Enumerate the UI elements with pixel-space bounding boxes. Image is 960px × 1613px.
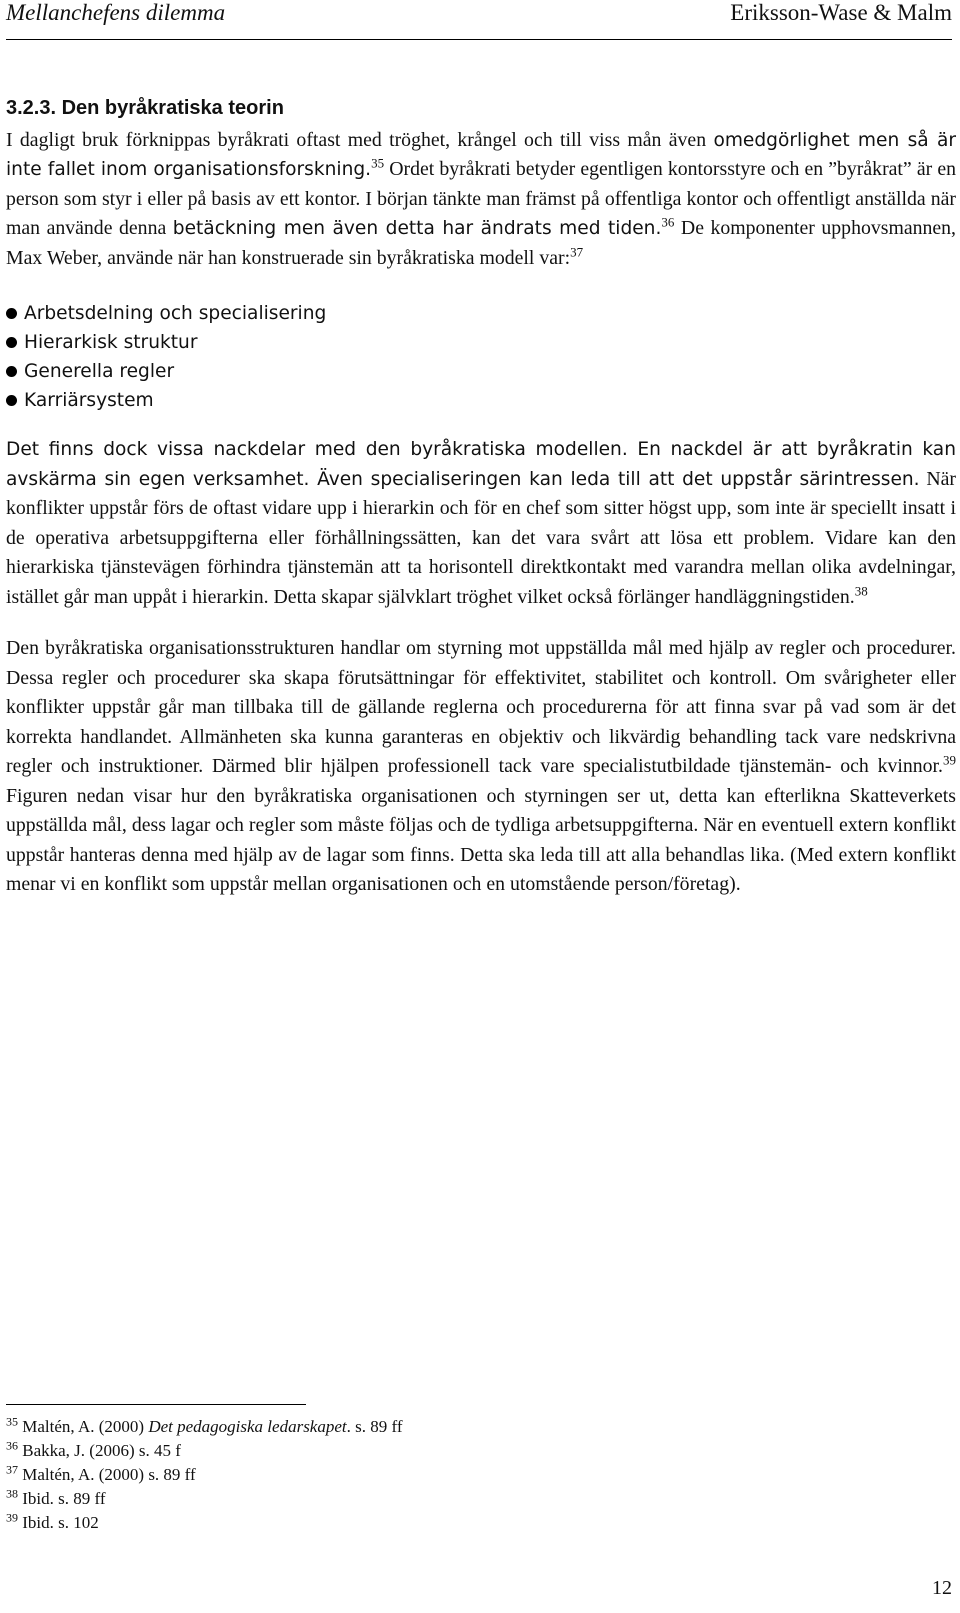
list-item-label: Karriärsystem xyxy=(24,390,154,411)
intro-text-2: Ordet byråkrati betyder egentligen kontorsstyre och en ”byråkrat” är en person som styr i eller på basis av ett kontor. I början tänkte man främst på offentliga kontor och offentligt anställda när man använde denna xyxy=(6,158,956,239)
weber-components-list xyxy=(6,299,956,415)
drawbacks-paragraph xyxy=(6,435,956,612)
list-item xyxy=(6,386,956,415)
bullet-icon xyxy=(6,337,17,348)
intro-text-2-sans: betäckning men även detta har ändrats med tiden. xyxy=(172,218,662,239)
bullet-icon xyxy=(6,366,17,377)
page-number: 12 xyxy=(932,1577,952,1599)
footnote-number: 37 xyxy=(6,1462,18,1477)
bullet-icon xyxy=(6,308,17,319)
footnote-item xyxy=(6,1487,403,1511)
footnote-ref-38[interactable]: 38 xyxy=(854,582,868,598)
footnote-number: 35 xyxy=(6,1414,18,1429)
list-item-label: Generella regler xyxy=(24,361,175,382)
footnote-item xyxy=(6,1463,403,1487)
footnote-item xyxy=(6,1439,403,1463)
list-item xyxy=(6,299,956,328)
structure-paragraph xyxy=(6,634,956,900)
footnote-number: 39 xyxy=(6,1510,18,1525)
bullet-icon xyxy=(6,395,17,406)
footnote-number: 38 xyxy=(6,1486,18,1501)
footnote-ref-39[interactable]: 39 xyxy=(943,752,956,768)
header-divider xyxy=(6,39,952,40)
list-item xyxy=(6,328,956,357)
footnote-ref-36[interactable]: 36 xyxy=(661,214,675,230)
footnote-ref-37[interactable]: 37 xyxy=(570,243,584,259)
intro-text-3: De komponenter upphovsmannen, Max Weber, använde när han konstruerade sin byråkratiska modell var: xyxy=(6,217,957,269)
footnote-text: Maltén, A. (2000) s. 89 ff xyxy=(18,1465,196,1484)
running-header-title: Mellanchefens dilemma xyxy=(6,0,226,25)
intro-text-1-sans: omedgörlighet men så är inte fallet inom organisationsforskning. xyxy=(6,129,956,180)
footnote-ref-35[interactable]: 35 xyxy=(371,155,385,171)
footnote-text: Bakka, J. (2006) s. 45 f xyxy=(18,1441,181,1460)
structure-text-1: Den byråkratiska organisationsstrukturen handlar om styrning mot uppställda mål med hjälp av regler och procedurer. Dessa regler och procedurer ska skapa förutsättningar för effektivitet, stabilitet och kontroll. Om svårigheter eller konflikter uppstår går man tillbaka till de gällande reglerna och procedurerna för att finna svar på vad som är det korrekta handlandet. Allmänheten ska kunna garanteras en objektiv och likvärdig behandling tack vare nedskrivna regler och instruktioner. Därmed blir hjälpen professionell tack vare specialistutbildade tjänstemän- och kvinnor. xyxy=(6,637,956,777)
footnote-item xyxy=(6,1511,403,1535)
list-item-label: Hierarkisk struktur xyxy=(24,332,198,353)
footnote-number: 36 xyxy=(6,1438,18,1453)
drawbacks-text-sans: Det finns dock vissa nackdelar med den byråkratiska modellen. En nackdel är att byråkratin kan avskärma sin egen verksamhet. Även specialiseringen kan leda till att det uppstår särintressen. xyxy=(6,439,956,490)
footnote-text: Ibid. s. 102 xyxy=(18,1513,99,1532)
list-item-label: Arbetsdelning och specialisering xyxy=(24,303,327,324)
footnote-source-title: Det pedagogiska ledarskapet xyxy=(148,1417,347,1436)
footnote-item xyxy=(6,1415,403,1439)
footnote-divider xyxy=(6,1404,306,1405)
footnote-text: Maltén, A. (2000) xyxy=(18,1417,149,1436)
list-item xyxy=(6,357,956,386)
section-heading: 3.2.3. Den byråkratiska teorin xyxy=(6,97,284,119)
footnote-text-end: . s. 89 ff xyxy=(346,1417,403,1436)
structure-text-2: Figuren nedan visar hur den byråkratiska organisationen och styrningen ser ut, detta kan efterlikna Skatteverkets uppställda mål, dess lagar och regler som måste följas och de tydliga arbetsuppgifterna. När en eventuell extern konflikt uppstår hanteras denna med hjälp av de lagar som finns. Detta ska leda till att alla behandlas lika. (Med extern konflikt menar vi en konflikt som uppstår mellan organisationen och en utomstående person/företag). xyxy=(6,784,956,895)
intro-paragraph xyxy=(6,126,956,274)
footnote-text: Ibid. s. 89 ff xyxy=(18,1489,106,1508)
main-content xyxy=(6,94,956,900)
running-header-authors: Eriksson-Wase & Malm xyxy=(730,0,952,25)
intro-text-1: I dagligt bruk förknippas byråkrati oftast med tröghet, krångel och till viss mån även xyxy=(6,128,714,151)
footnotes xyxy=(6,1415,403,1535)
drawbacks-text: När konflikter uppstår förs de oftast vidare upp i hierarkin och för en chef som sitter högst upp, som inte är speciellt insatt i de operativa arbetsuppgifterna eller förhållningssätten, kan det vara svårt att lösa ett problem. Vidare kan den hierarkiska tjänstevägen förhindra tjänstemän att ta horisontell direktkontakt med varandra mellan olika avdelningar, istället går man uppåt i hierarkin. Detta skapar självklart tröghet vilket också förlänger handläggningstiden. xyxy=(6,467,956,608)
